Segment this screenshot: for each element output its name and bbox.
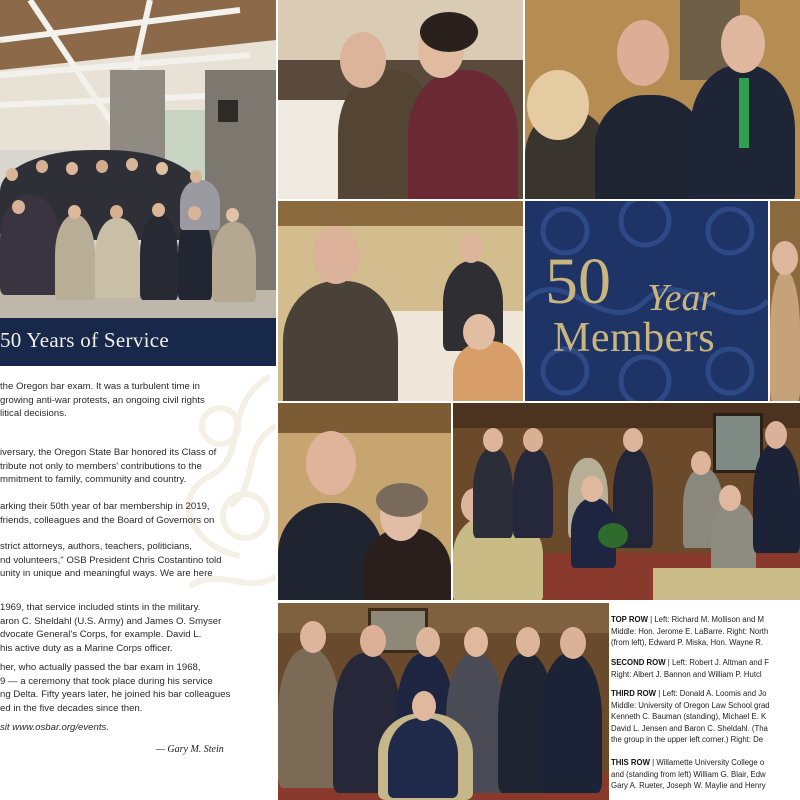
caption-this-row: THIS ROW | Willamette University College o and (standing from left) William G. Blair, Edw Gary A. Rueter, Joseph W. Maylie and Henry [611,757,800,792]
photo-edge-strip [770,201,800,401]
article-line: ng Delta. Fifty years later, he joined his bar colleagues [0,689,231,701]
article-line: arking their 50th year of bar membership in 2019, [0,501,210,512]
article-line: nd volunteers," OSB President Chris Costantino told [0,554,222,566]
article-line: his active duty as a Marine Corps officer. [0,642,173,654]
caption-line: David L. Jensen and Baron C. Sheldahl. (Tha [611,723,768,733]
feature-number: 50 [545,245,611,318]
caption-line: (from left), Edward P. Miska, Hon. Wayne R. [611,638,764,648]
section-title: 50 Years of Service [0,328,170,352]
feature-tile-50-year-members [525,201,768,401]
photo-group-pavilion [0,0,276,318]
article-paragraph-5 [0,601,274,655]
photo-lounge-group [453,403,800,600]
caption-line: Left: Robert J. Altman and F [671,658,770,667]
photo-law-school-group [278,603,609,800]
feature-word-members: Members [553,315,716,361]
article-paragraph-2 [0,446,274,487]
article-paragraph-6 [0,661,274,715]
caption-line: Willamette University College o [656,758,765,767]
caption-third-row: THIRD ROW | Left: Donald A. Loomis and Jo Middle: University of Oregon Law School grad Kenneth C. Bauman (standing), Michael E. K David L. Jensen and Baron C. Sheldahl. (Tha the group in the upper left corner.) Right: De [611,688,800,746]
article-line: mmitment to family, community and country. [0,474,187,486]
article-line: dvocate General's Corps, for example. David L. [0,629,202,641]
caption-label: SECOND ROW [611,658,666,667]
photo-man-with-program [278,201,523,401]
caption-label: THIRD ROW [611,689,657,698]
caption-top-row: TOP ROW | Left: Richard M. Mollison and M Middle: Hon. Jerome E. LaBarre. Right: North (from left), Edward P. Miska, Hon. Wayne R. [611,614,800,649]
section-banner [0,318,276,366]
article-paragraph-7 [0,721,274,735]
article-line: aron C. Sheldahl (U.S. Army) and James O. Smyser [0,615,222,627]
author-signature: — Gary M. Stein [156,744,224,755]
article-line: strict attorneys, authors, teachers, politicians, [0,541,192,552]
photo-captions [611,612,800,800]
article-line: 1969, that service included stints in the military. [0,602,201,613]
caption-line: Left: Richard M. Mollison and M [654,615,764,624]
caption-line: Kenneth C. Bauman (standing), Michael E. K [611,712,767,722]
feature-word-year: Year [647,277,716,319]
caption-second-row: SECOND ROW | Left: Robert J. Altman and F Right: Albert J. Bannon and William P. Hutcl [611,657,800,680]
article-line: iversary, the Oregon State Bar honored its Class of [0,447,217,458]
caption-line: the group in the upper left corner.) Right: De [611,735,764,745]
article-line: the Oregon bar exam. It was a turbulent time in [0,381,200,392]
article-line: unity in unique and meaningful ways. We are here [0,568,213,580]
article-line: growing anti-war protests, an ongoing civil rights [0,394,205,406]
article-line: friends, colleagues and the Board of Governors on [0,514,215,526]
article-line: litical decisions. [0,408,67,420]
article-line: ed in the five decades since then. [0,702,143,714]
caption-label: TOP ROW [611,615,648,624]
article-line: 9 — a ceremony that took place during his service [0,675,213,687]
caption-line: Middle: Hon. Jerome E. LaBarre. Right: North [611,626,769,636]
photo-two-men [525,0,800,199]
caption-label: THIS ROW [611,758,650,767]
article-line: her, who actually passed the bar exam in 1968, [0,662,201,673]
caption-line: and (standing from left) William G. Blair, Edw [611,769,766,779]
article-paragraph-3 [0,500,274,527]
caption-line: Left: Donald A. Loomis and Jo [662,689,767,698]
caption-line: Right: Albert J. Bannon and William P. Hutcl [611,669,762,679]
article-paragraph-1 [0,380,274,421]
caption-line: Middle: University of Oregon Law School grad [611,700,770,710]
photo-couple-smiling [278,403,451,600]
events-link-text[interactable]: sit www.osbar.org/events. [0,722,109,733]
article-line: tribute not only to members' contributions to the [0,460,202,472]
photo-dinner-couple [278,0,523,199]
article-paragraph-4 [0,540,274,581]
caption-line: Gary A. Rueter, Joseph W. Maylie and Henry [611,781,766,791]
